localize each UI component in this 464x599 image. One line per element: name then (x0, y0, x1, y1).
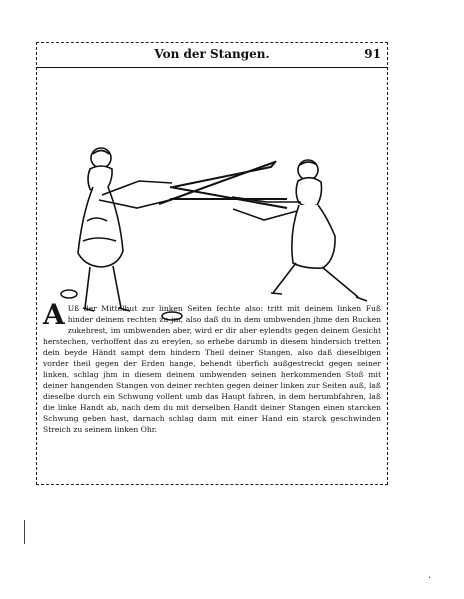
page-frame (36, 42, 388, 485)
corner-mark: · (428, 573, 432, 584)
drop-cap: A (43, 298, 65, 331)
page-title: Von der Stangen. (154, 47, 270, 61)
page-edge-mark (24, 520, 25, 544)
page-number: 91 (364, 47, 381, 61)
staves (159, 161, 287, 208)
right-fencer (232, 160, 367, 301)
main-text-block (43, 298, 381, 435)
left-fencer (78, 148, 174, 311)
body-paragraph: Uß der Mittelhut zur linken Seiten fechte also: tritt mit deinem linken Fuß hinder deinem rechten zu jm, also daß du in dem umbwenden jhme den Rucken zukehrest, im umbwenden aber, wird er dir aber eylendts gegen deinem Gesicht herstechen, verhoffent das zu ereylen, so erhebe darumb in diesem hindersich tretten dein beyde Händt sampt dem hindern Theil deiner Stangen, also daß dieselbigen vorder theil gegen der Erden hange, behendt überfich außgestreckt gegen seiner linken, schlag jhm in diesem deinem umbwenden seinen herkommenden Stoß mit deiner hangenden Stangen von deiner rechten gegen deiner linken zur Seiten auß, laß dieselbe durch ein Schwung vollent umb das Haupt fahren, in dem herumbfahren, laß die linke Handt ab, nach dem du mit derselben Handt deiner Stangen einen starcken Schwung geben hast, darnach schlag dann mit einer Hand ein starck geschwinden Streich zu seinem linken Ohr. (43, 304, 381, 434)
fencing-illustration (41, 113, 381, 333)
page-header (37, 43, 387, 68)
